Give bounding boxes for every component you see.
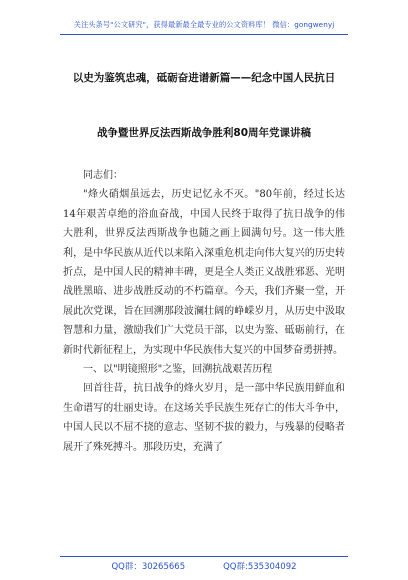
footer-qq-group-2: QQ群:535304092 [223, 562, 297, 572]
document-title-line-2: 战争暨世界反法西斯战争胜利80周年党课讲稿 [96, 127, 312, 139]
header-promo-note: 关注头条号"公文研究"，获得最新最全最专业的公文资料库！ 微信：gongwenyj [73, 20, 335, 29]
body-paragraph-1: "烽火硝烟虽远去，历史记忆永不灭。"80年前，经过长达14年艰苦卓绝的浴血奋战，中国人民终于取得了抗日战争的伟大胜利，世界反法西斯战争也随之画上圆满句号。这一伟大胜利，是中华民族从近代以来陷入深重危机走向伟大复兴的历史转折点，是中国人民的精神丰碑，更是全人类正义战胜邪恶、光明战胜黑暗、进步战胜反动的不朽篇章。今天，我们齐聚一堂，开展此次党课，旨在回溯那段波澜壮阔的峥嵘岁月，从历史中汲取智慧和力量，激励我们广大党员干部，以史为鉴、砥砺前行，在新时代新征程上，为实现中华民族伟大复兴的中国梦奋勇拼搏。 [63, 189, 345, 356]
body-paragraph-2: 回首往昔，抗日战争的烽火岁月，是一部中华民族用鲜血和生命谱写的壮丽史诗。在这场关乎民族生死存亡的伟大斗争中，中国人民以不屈不挠的意志、坚韧不拔的毅力，与残暴的侵略者展开了殊死搏斗。那段历史，充满了 [63, 383, 345, 453]
document-title-line-1: 以史为鉴筑忠魂，砥砺奋进谱新篇——纪念中国人民抗日 [72, 72, 336, 84]
header-divider [60, 34, 348, 35]
section-heading-1: 一、以"明镜照形"之鉴，回溯抗战艰苦历程 [83, 364, 273, 376]
footer-contact [0, 560, 408, 572]
footer-qq-group-1: QQ群：30265665 [111, 562, 186, 572]
document-body [63, 166, 345, 457]
greeting: 同志们： [83, 170, 123, 181]
footer-divider [60, 556, 348, 557]
